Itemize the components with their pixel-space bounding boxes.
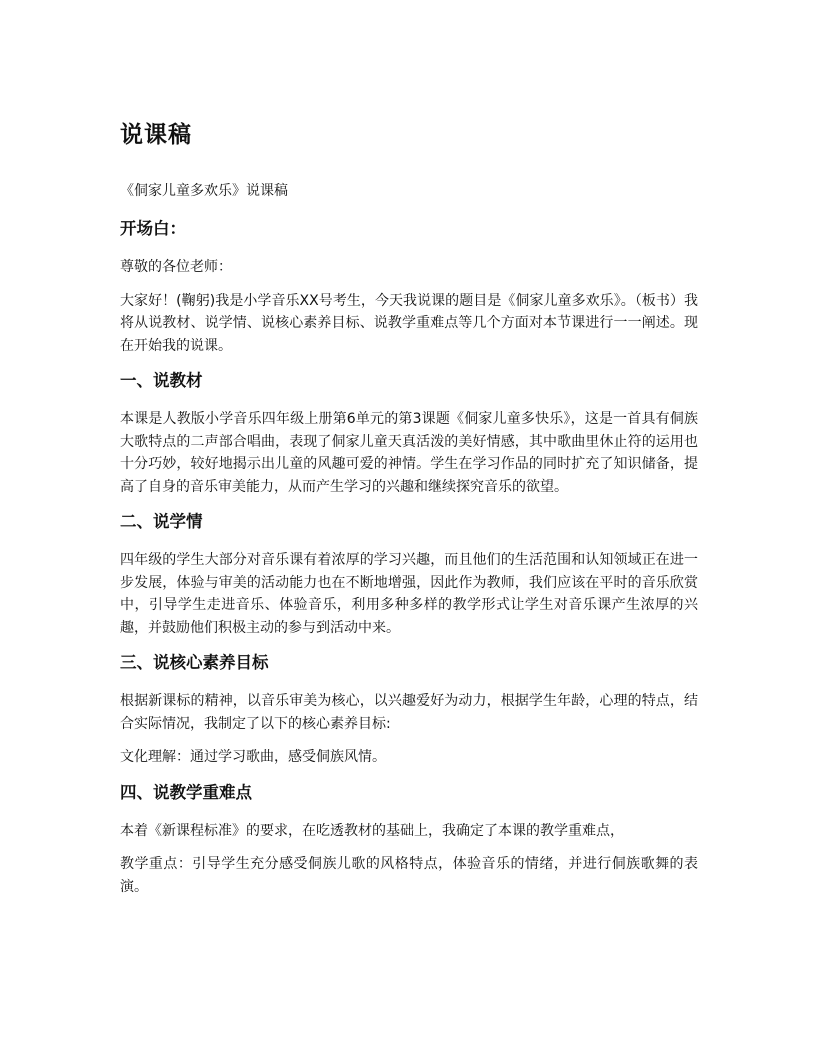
section-heading: 三、说核心素养目标	[120, 653, 269, 672]
section-paragraph: 教学重点：引导学生充分感受侗族儿歌的风格特点，体验音乐的情绪，并进行侗族歌舞的表演。	[120, 856, 698, 895]
section-heading: 四、说教学重难点	[120, 782, 252, 802]
section-students	[120, 509, 698, 639]
section-key-points	[120, 780, 698, 899]
section-paragraph: 文化理解：通过学习歌曲，感受侗族风情。	[120, 749, 386, 765]
opening-heading: 开场白：	[120, 219, 186, 238]
section-heading: 一、说教材	[120, 371, 203, 390]
document-title: 说课稿	[120, 122, 192, 148]
section-goals	[120, 650, 698, 769]
opening-intro: 大家好！(鞠躬)我是小学音乐XX号考生，今天我说课的题目是《侗家儿童多欢乐》。（板书）我将从说教材、说学情、说核心素养目标、说教学重难点等几个方面对本节课进行一一阐述。现在开始我的说课。	[120, 292, 698, 354]
document-subtitle: 《侗家儿童多欢乐》说课稿	[120, 183, 288, 199]
opening-greeting: 尊敬的各位老师：	[120, 259, 232, 275]
section-paragraph: 根据新课标的精神，以音乐审美为核心，以兴趣爱好为动力，根据学生年龄，心理的特点，结合实际情况，我制定了以下的核心素养目标:	[120, 693, 698, 732]
section-paragraph: 本课是人教版小学音乐四年级上册第6单元的第3课题《侗家儿童多快乐》，这是一首具有侗族大歌特点的二声部合唱曲，表现了侗家儿童天真活泼的美好情感，其中歌曲里休止符的运用也十分巧妙，较好地揭示出儿童的风趣可爱的神情。学生在学习作品的同时扩充了知识储备，提高了自身的音乐审美能力，从而产生学习的兴趣和继续探究音乐的欲望。	[120, 411, 698, 495]
section-paragraph: 本着《新课程标准》的要求，在吃透教材的基础上，我确定了本课的教学重难点，	[120, 822, 624, 839]
document-page	[120, 118, 698, 909]
section-paragraph: 四年级的学生大部分对音乐课有着浓厚的学习兴趣，而且他们的生活范围和认知领域正在进一步发展，体验与审美的活动能力也在不断地增强，因此作为教师，我们应该在平时的音乐欣赏中，引导学生走进音乐、体验音乐，利用多种多样的教学形式让学生对音乐课产生浓厚的兴趣，并鼓励他们积极主动的参与到活动中来。	[120, 552, 698, 636]
opening-section	[120, 216, 698, 357]
section-heading: 二、说学情	[120, 512, 203, 531]
section-textbook	[120, 368, 698, 498]
